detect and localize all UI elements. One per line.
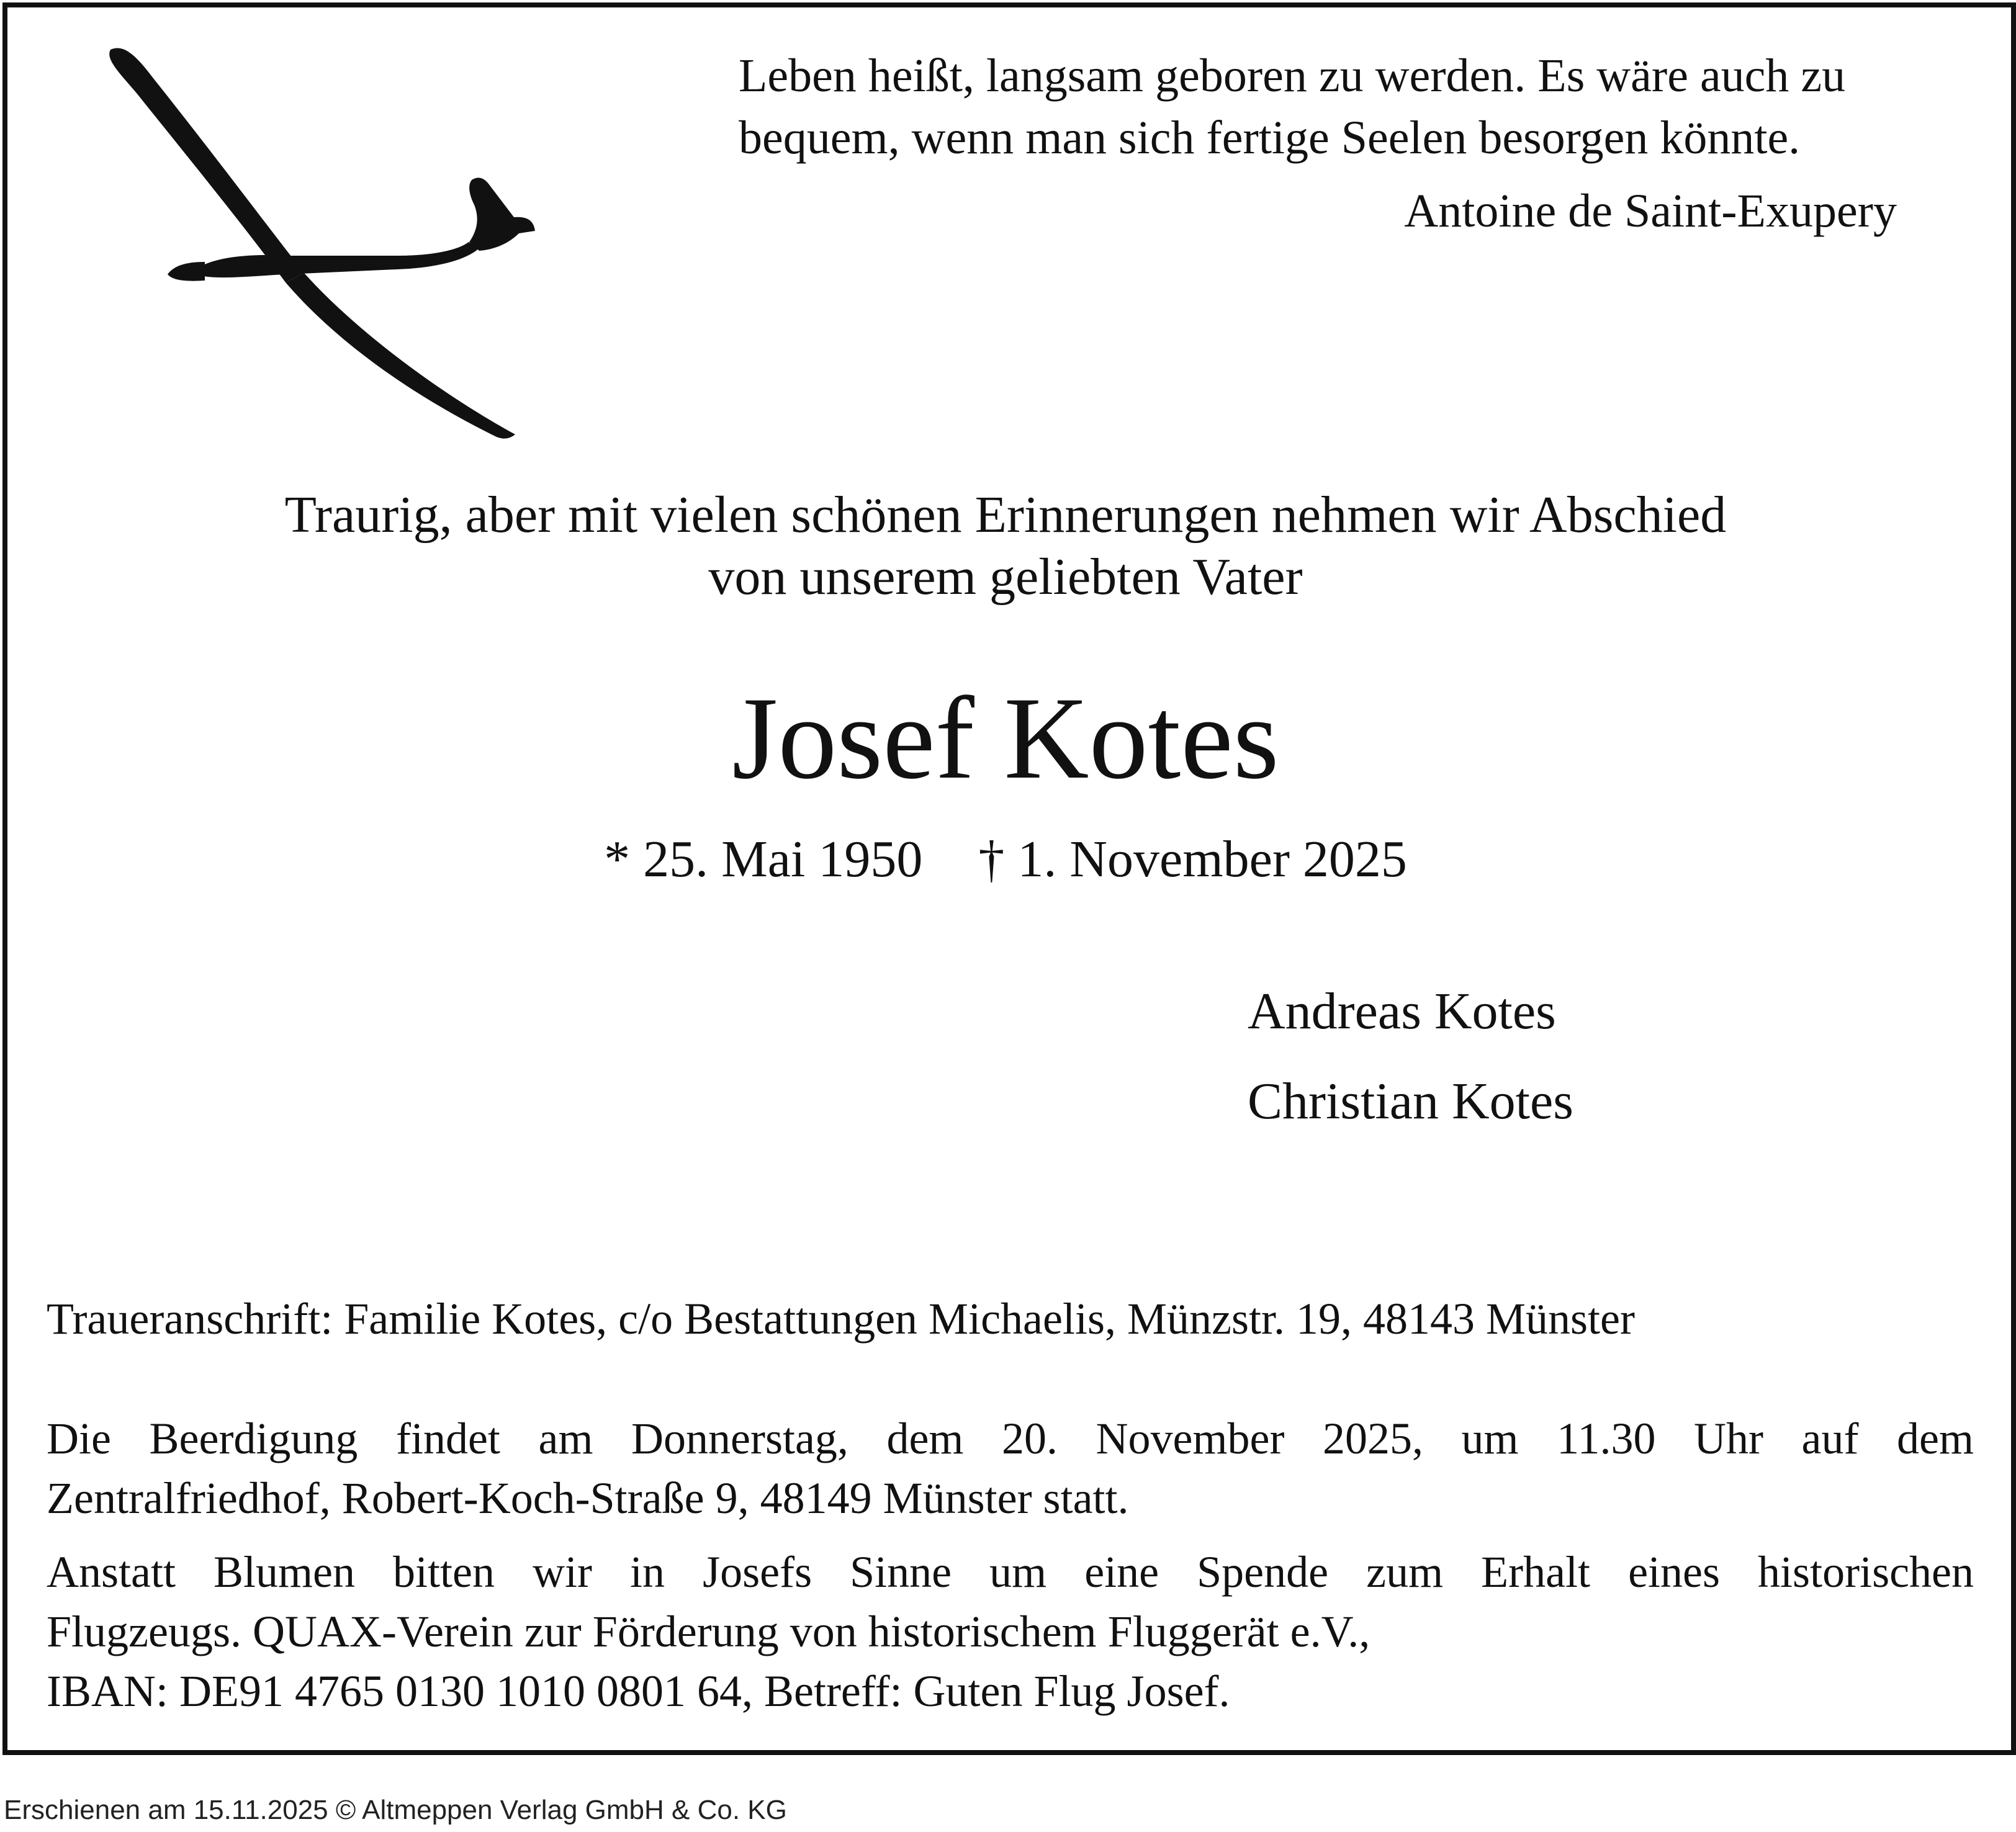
donation-line-2: Flugzeugs. QUAX-Verein zur Förderung von historischem Fluggerät e.V., <box>47 1607 1370 1656</box>
funeral-line-1: Die Beerdigung findet am Donnerstag, dem 20. November 2025, um 11.30 Uhr auf dem <box>47 1414 1974 1463</box>
mourning-address: Traueranschrift: Familie Kotes, c/o Bestattungen Michaelis, Münzstr. 19, 48143 Münster <box>47 1294 1635 1344</box>
mourner-name: Andreas Kotes <box>1248 982 1556 1040</box>
intro-line-1: Traurig, aber mit vielen schönen Erinnerungen nehmen wir Abschied <box>284 486 1727 544</box>
funeral-line-2: Zentralfriedhof, Robert-Koch-Straße 9, 48149 Münster statt. <box>47 1473 1129 1523</box>
deceased-name: Josef Kotes <box>732 673 1279 804</box>
donation-line-1: Anstatt Blumen bitten wir in Josefs Sinne um eine Spende zum Erhalt eines historischen <box>47 1547 1974 1597</box>
donation-line-3: IBAN: DE91 4765 0130 1010 0801 64, Betreff: Guten Flug Josef. <box>47 1666 1230 1716</box>
glider-silhouette-icon <box>99 37 546 447</box>
death-date: † 1. November 2025 <box>978 830 1407 888</box>
intro-text <box>37 484 1974 608</box>
funeral-info <box>47 1409 1974 1528</box>
donation-info <box>47 1542 1974 1721</box>
quote <box>739 45 1980 169</box>
mourner-name: Christian Kotes <box>1248 1072 1573 1130</box>
quote-line-1: Leben heißt, langsam geboren zu werden. Es wäre auch zu <box>739 50 1846 102</box>
intro-line-2: von unserem geliebten Vater <box>708 548 1303 606</box>
birth-date: * 25. Mai 1950 <box>604 830 923 888</box>
life-dates <box>37 825 1974 894</box>
publication-footer: Erschienen am 15.11.2025 © Altmeppen Verlag GmbH & Co. KG <box>4 1795 787 1825</box>
quote-author: Antoine de Saint-Exupery <box>1404 185 1897 237</box>
quote-line-2: bequem, wenn man sich fertige Seelen besorgen könnte. <box>739 112 1801 164</box>
